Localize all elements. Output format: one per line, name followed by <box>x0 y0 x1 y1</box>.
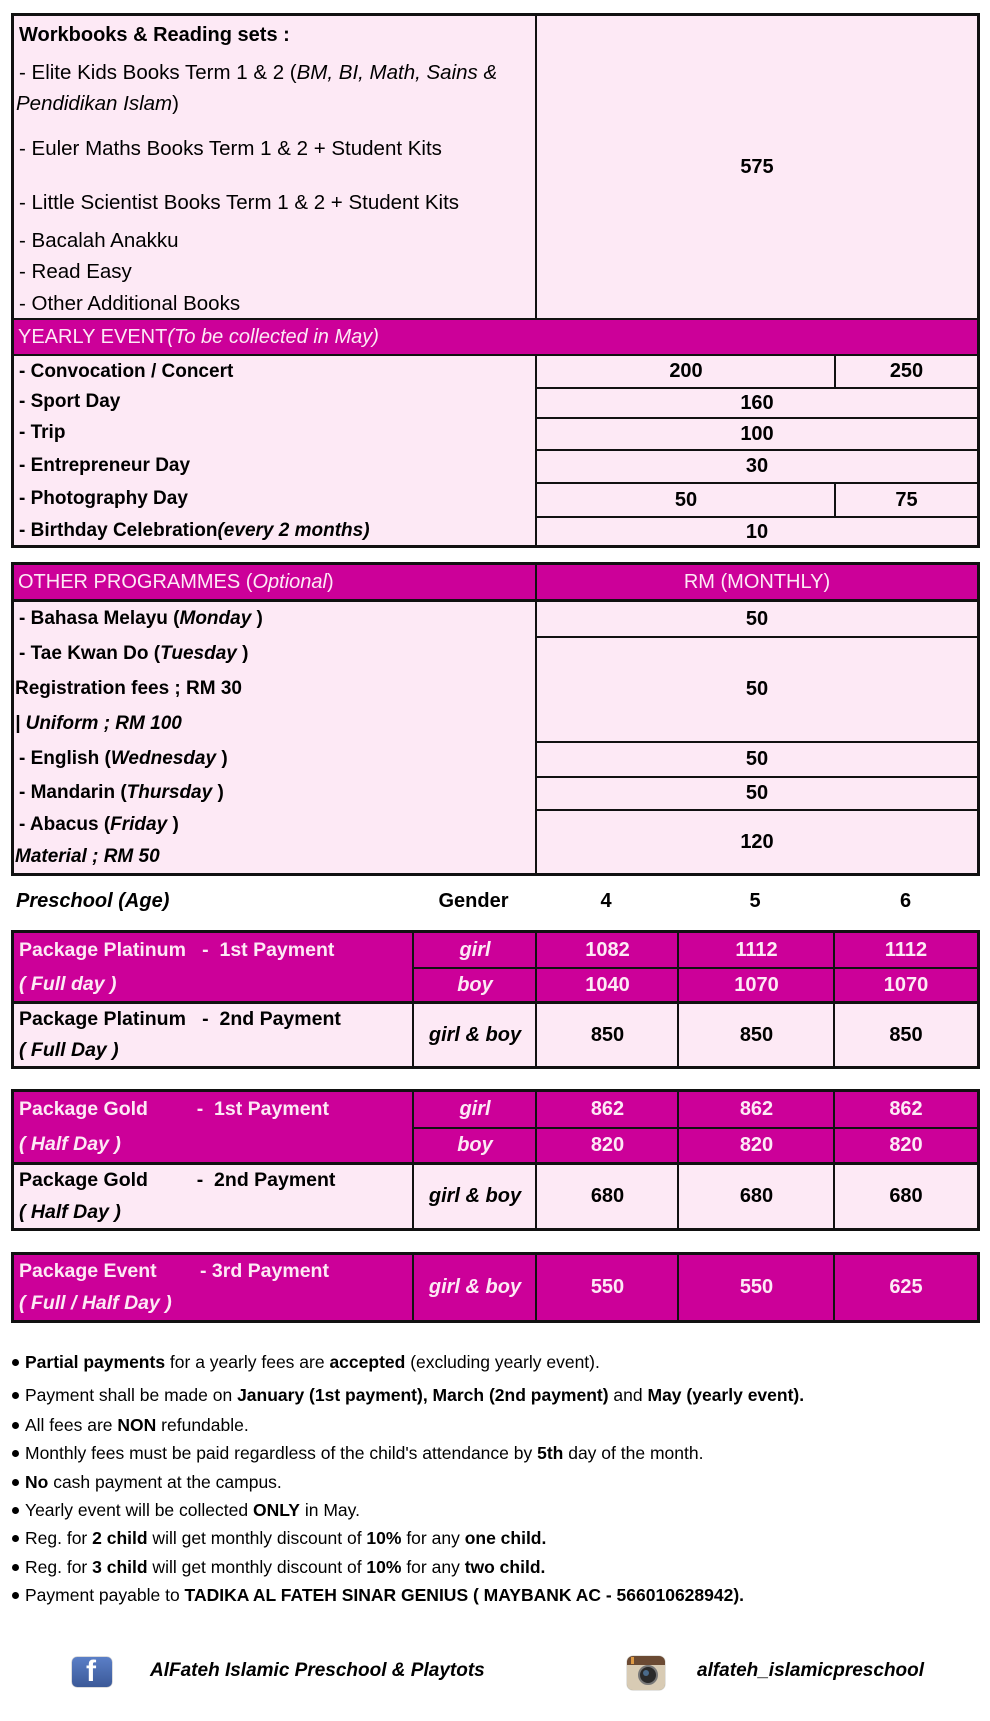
other-programmes-table <box>11 562 980 876</box>
fee-cell: 550 <box>677 1255 834 1320</box>
programme-day: Friday <box>110 814 168 835</box>
programme-price: 50 <box>535 741 977 776</box>
fee-cell: 850 <box>535 1001 678 1066</box>
bullet-icon <box>12 1422 19 1429</box>
bullet-icon <box>12 1392 19 1399</box>
fee-cell: 820 <box>677 1127 834 1162</box>
gender-cell: boy <box>412 1127 536 1162</box>
instagram-link[interactable] <box>627 1656 665 1690</box>
note-text: refundable. <box>156 1415 249 1435</box>
fee-cell: 850 <box>833 1001 977 1066</box>
package-subtitle: ( Half Day ) <box>19 1133 121 1155</box>
package-event-label <box>14 1255 413 1320</box>
yearly-event-label-note: (every 2 months) <box>217 520 370 541</box>
package-title: Package Gold - 1st Payment <box>19 1098 329 1120</box>
programme-label <box>14 741 536 776</box>
yearly-event-value: 160 <box>535 387 977 417</box>
workbook-item: - Elite Kids Books Term 1 & 2 (BM, BI, Math, Sains & <box>19 61 498 84</box>
gender-cell: girl & boy <box>412 1162 536 1228</box>
yearly-event-label <box>14 417 536 449</box>
fee-cell: 625 <box>833 1255 977 1320</box>
programme-name <box>19 643 536 665</box>
programme-price: 50 <box>535 636 977 741</box>
package-title: Package Gold - 2nd Payment <box>19 1169 336 1192</box>
programme-name-tail: ) <box>167 814 179 835</box>
note-text: Reg. for <box>25 1528 93 1548</box>
programme-price: 50 <box>535 602 977 636</box>
bullet-icon <box>12 1479 19 1486</box>
programme-name-tail: ) <box>236 642 249 664</box>
programme-price: 120 <box>535 809 977 873</box>
programme-name-text: - English ( <box>19 747 111 769</box>
yearly-event-value: 100 <box>535 417 977 449</box>
programme-name-text: - Abacus ( <box>19 814 111 835</box>
note-item <box>12 1528 546 1549</box>
fee-cell: 862 <box>833 1092 977 1127</box>
note-text: Monthly fees must be paid regardless of the child's attendance by <box>25 1443 538 1463</box>
package-title: Package Event - 3rd Payment <box>19 1259 329 1282</box>
package-event-table <box>11 1252 980 1323</box>
bullet-icon <box>12 1535 19 1542</box>
yearly-event-label <box>14 387 536 417</box>
note-text: All fees are <box>25 1415 118 1435</box>
package-second-payment-label <box>14 1001 413 1066</box>
yearly-event-label-text: - Entrepreneur Day <box>19 454 191 476</box>
programme-extra-fee: Registration fees ; RM 30 <box>15 677 242 699</box>
age-5-label: 5 <box>749 890 761 912</box>
note-text: Payment shall be made on <box>25 1385 238 1405</box>
note-item <box>12 1585 744 1606</box>
yearly-event-value: 200 <box>535 356 835 387</box>
note-text: Payment payable to <box>25 1585 185 1605</box>
package-second-payment-label <box>14 1162 413 1228</box>
programme-day: Wednesday <box>110 747 217 769</box>
note-emphasis: Partial payments <box>25 1352 166 1372</box>
note-item <box>12 1472 282 1493</box>
package-first-payment-label <box>14 1092 413 1162</box>
note-text: (excluding yearly event). <box>405 1352 600 1372</box>
programme-name-text: - Mandarin ( <box>19 781 127 803</box>
yearly-event-label-text: - Trip <box>19 422 66 443</box>
programme-name-tail: ) <box>212 781 224 803</box>
note-item <box>12 1352 600 1373</box>
facebook-label[interactable]: AlFateh Islamic Preschool & Playtots <box>150 1660 485 1681</box>
workbook-item-cont: Pendidikan Islam) <box>16 92 179 115</box>
fee-cell: 680 <box>535 1162 678 1228</box>
note-emphasis: January (1st payment), March (2nd payment) <box>237 1385 609 1405</box>
package-first-payment-label <box>14 933 413 1001</box>
note-emphasis: May (yearly event). <box>647 1385 805 1405</box>
programme-extra-fee: | Uniform ; RM 100 <box>15 712 182 734</box>
note-text: Reg. for <box>25 1557 93 1577</box>
note-text: for any <box>401 1528 465 1548</box>
note-emphasis: 10% <box>366 1557 402 1577</box>
programme-label <box>14 636 536 741</box>
programme-name <box>19 814 536 836</box>
note-emphasis: one child. <box>464 1528 547 1548</box>
gender-cell: girl & boy <box>412 1255 536 1320</box>
age-6-label: 6 <box>899 890 912 912</box>
gender-cell: girl <box>412 1092 536 1127</box>
price-monthly-header: RM (MONTHLY) <box>535 565 977 599</box>
yearly-event-header: YEARLY EVENT (To be collected in May) <box>14 318 977 356</box>
programme-day: Thursday <box>126 781 213 803</box>
note-text: in May. <box>299 1500 360 1520</box>
note-item <box>12 1415 249 1436</box>
gender-cell: boy <box>412 967 536 1001</box>
fees-table-workbooks-events <box>11 13 980 548</box>
package-title: Package Platinum - 1st Payment <box>19 938 335 961</box>
fee-cell: 1070 <box>677 967 834 1001</box>
note-text: will get monthly discount of <box>147 1528 367 1548</box>
yearly-event-value: 10 <box>535 516 977 546</box>
note-text: for any <box>401 1557 465 1577</box>
fee-cell: 550 <box>535 1255 678 1320</box>
note-text: day of the month. <box>563 1443 704 1463</box>
age-4-label: 4 <box>600 890 612 912</box>
note-emphasis: 10% <box>366 1528 402 1548</box>
instagram-label[interactable]: alfateh_islamicpreschool <box>697 1660 925 1681</box>
yearly-event-value-alt: 250 <box>834 356 977 387</box>
package-subtitle: ( Full / Half Day ) <box>19 1292 172 1315</box>
programme-label <box>14 776 536 809</box>
note-text: cash payment at the campus. <box>48 1472 282 1492</box>
package-platinum-table <box>11 930 980 1069</box>
note-emphasis: 3 child <box>92 1557 148 1577</box>
fee-cell: 680 <box>677 1162 834 1228</box>
programme-day: Tuesday <box>160 642 237 664</box>
programme-price: 50 <box>535 776 977 809</box>
programme-name-tail: ) <box>251 608 263 629</box>
bullet-icon <box>12 1564 19 1571</box>
programme-extra-fee: Material ; RM 50 <box>15 846 160 867</box>
note-emphasis: NON <box>117 1415 157 1435</box>
fee-cell: 1112 <box>833 933 977 967</box>
gender-label: Gender <box>438 890 509 912</box>
bullet-icon <box>12 1359 19 1366</box>
package-gold-table <box>11 1089 980 1231</box>
fee-cell: 1070 <box>833 967 977 1001</box>
workbooks-price: 575 <box>535 16 977 318</box>
workbooks-section <box>14 16 536 318</box>
package-subtitle: ( Full Day ) <box>19 1039 119 1061</box>
fee-cell: 850 <box>677 1001 834 1066</box>
workbook-item: - Other Additional Books <box>19 292 241 315</box>
yearly-event-label-text: - Convocation / Concert <box>19 360 234 382</box>
other-programmes-header: OTHER PROGRAMMES ( Optional ) <box>14 565 536 599</box>
fee-cell: 862 <box>677 1092 834 1127</box>
yearly-event-value-alt: 75 <box>834 482 977 516</box>
instagram-icon <box>627 1656 665 1690</box>
fee-cell: 820 <box>833 1127 977 1162</box>
note-text: will get monthly discount of <box>147 1557 367 1577</box>
package-subtitle: ( Half Day ) <box>19 1200 121 1223</box>
yearly-event-label <box>14 482 536 516</box>
fee-cell: 1040 <box>535 967 678 1001</box>
facebook-link[interactable] <box>72 1657 112 1687</box>
yearly-event-value: 50 <box>535 482 835 516</box>
programme-name <box>19 608 536 630</box>
gender-cell: girl & boy <box>412 1001 536 1066</box>
note-item <box>12 1443 703 1464</box>
workbook-item: - Read Easy <box>19 260 132 283</box>
bullet-icon <box>12 1507 19 1514</box>
note-emphasis: No <box>25 1472 49 1492</box>
bullet-icon <box>12 1592 19 1599</box>
facebook-icon: f <box>72 1657 112 1687</box>
package-title: Package Platinum - 2nd Payment <box>19 1008 341 1030</box>
note-emphasis: accepted <box>329 1352 406 1372</box>
gender-cell: girl <box>412 933 536 967</box>
note-emphasis: 2 child <box>92 1528 148 1548</box>
yearly-event-value: 30 <box>535 449 977 482</box>
note-emphasis: 5th <box>537 1443 564 1463</box>
fee-cell: 680 <box>833 1162 977 1228</box>
fee-cell: 1112 <box>677 933 834 967</box>
programme-label <box>14 602 536 636</box>
note-text: for a yearly fees are <box>165 1352 330 1372</box>
notes-list <box>0 1352 990 1622</box>
package-subtitle: ( Full day ) <box>19 972 117 995</box>
fee-cell: 820 <box>535 1127 678 1162</box>
bullet-icon <box>12 1450 19 1457</box>
note-text: and <box>608 1385 648 1405</box>
programme-label <box>14 809 536 873</box>
yearly-event-label-text: - Birthday Celebration <box>19 520 218 541</box>
note-emphasis: two child. <box>464 1557 546 1577</box>
programme-day: Monday <box>179 608 252 629</box>
yearly-event-label <box>14 516 536 546</box>
workbook-item: - Bacalah Anakku <box>19 229 179 252</box>
programme-name <box>19 782 536 804</box>
workbook-item: - Little Scientist Books Term 1 & 2 + Student Kits <box>19 191 460 214</box>
other-programmes-rows <box>14 602 977 873</box>
note-emphasis: TADIKA AL FATEH SINAR GENIUS ( MAYBANK AC - 566010628942). <box>184 1585 745 1605</box>
fee-cell: 862 <box>535 1092 678 1127</box>
programme-name-text: - Bahasa Melayu ( <box>19 608 180 629</box>
note-item <box>12 1385 804 1406</box>
programme-name-text: - Tae Kwan Do ( <box>19 642 161 664</box>
yearly-event-label <box>14 449 536 482</box>
workbook-item: - Euler Maths Books Term 1 & 2 + Student Kits <box>19 137 442 160</box>
preschool-age-label: Preschool (Age) <box>16 890 170 912</box>
yearly-event-label-text: - Sport Day <box>19 391 121 412</box>
note-emphasis: ONLY <box>252 1500 300 1520</box>
programme-name <box>19 748 536 770</box>
yearly-event-label <box>14 356 536 387</box>
yearly-event-label-text: - Photography Day <box>19 488 188 509</box>
yearly-event-rows <box>14 356 977 545</box>
workbooks-title: Workbooks & Reading sets : <box>19 24 290 46</box>
note-item <box>12 1500 360 1521</box>
note-text: Yearly event will be collected <box>25 1500 253 1520</box>
note-item <box>12 1557 545 1578</box>
programme-name-tail: ) <box>216 747 228 769</box>
fee-cell: 1082 <box>535 933 678 967</box>
